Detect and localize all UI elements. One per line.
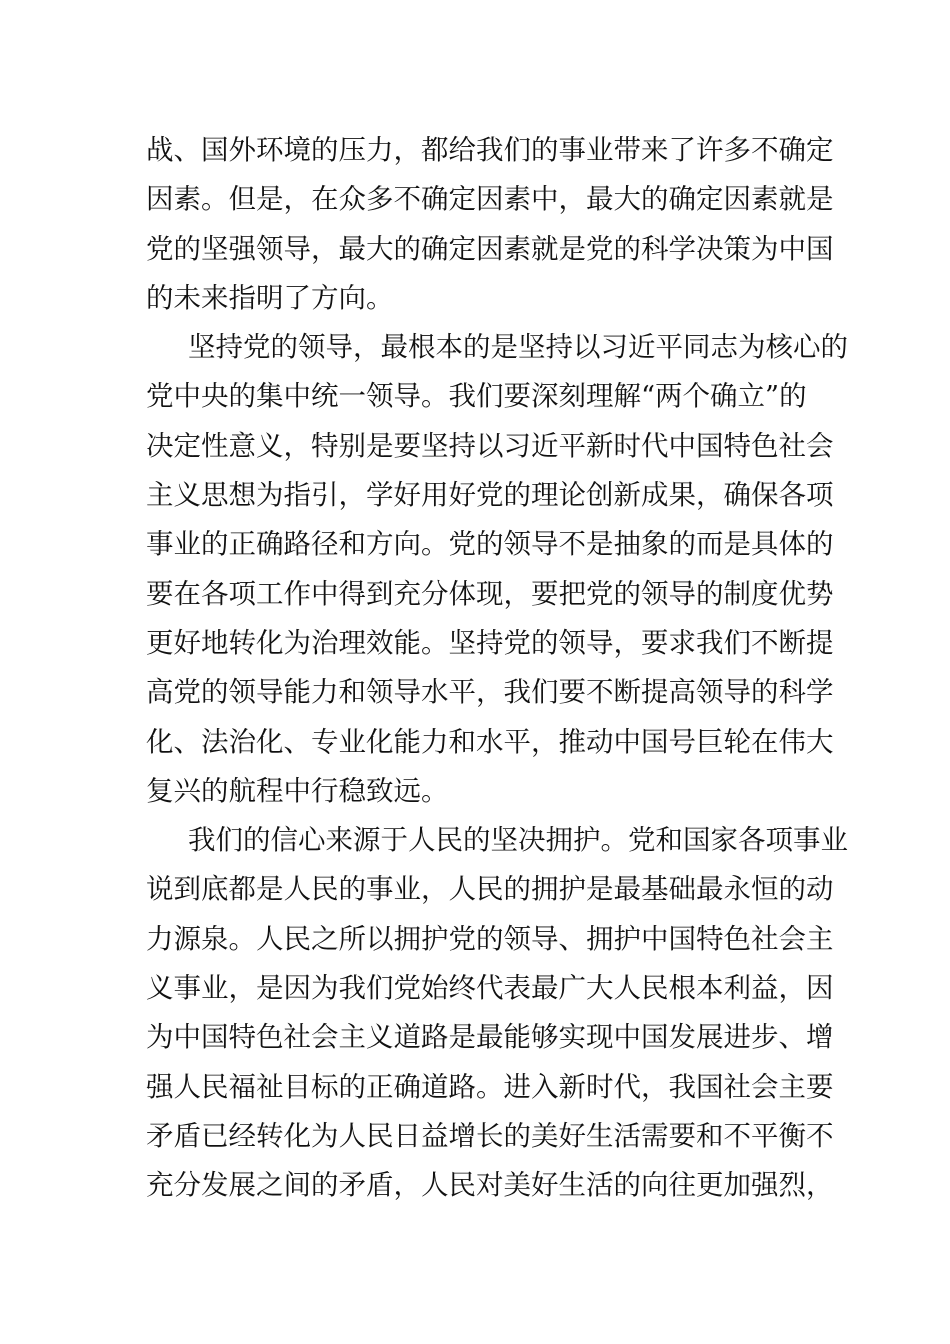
paragraph-3-line-3: 力源泉。人民之所以拥护党的领导、拥护中国特色社会主: [146, 922, 834, 955]
paragraph-1-line-2: 因素。但是，在众多不确定因素中，最大的确定因素就是: [146, 183, 834, 216]
paragraph-2-line-6: 要在各项工作中得到充分体现，要把党的领导的制度优势: [146, 577, 834, 610]
paragraph-2-line-5: 事业的正确路径和方向。党的领导不是抽象的而是具体的: [146, 528, 834, 561]
paragraph-3-line-8: 充分发展之间的矛盾，人民对美好生活的向往更加强烈，: [146, 1169, 834, 1202]
paragraph-3-line-7: 矛盾已经转化为人民日益增长的美好生活需要和不平衡不: [146, 1119, 834, 1152]
paragraph-2-line-10: 复兴的航程中行稳致远。: [146, 774, 449, 807]
paragraph-2-line-7: 更好地转化为治理效能。坚持党的领导，要求我们不断提: [146, 626, 834, 659]
paragraph-1-line-3: 党的坚强领导，最大的确定因素就是党的科学决策为中国: [146, 232, 834, 265]
paragraph-1-line-4: 的未来指明了方向。: [146, 281, 394, 314]
paragraph-2-line-2: 党中央的集中统一领导。我们要深刻理解“两个确立”的: [146, 380, 807, 413]
paragraph-3-line-1: 我们的信心来源于人民的坚决拥护。党和国家各项事业: [188, 824, 848, 857]
paragraph-1-line-1: 战、国外环境的压力，都给我们的事业带来了许多不确定: [146, 134, 834, 166]
paragraph-2-line-8: 高党的领导能力和领导水平，我们要不断提高领导的科学: [146, 676, 834, 709]
body-text: [146, 126, 848, 1211]
paragraph-3-line-4: 义事业，是因为我们党始终代表最广大人民根本利益，因: [146, 972, 834, 1005]
paragraph-3-line-5: 为中国特色社会主义道路是最能够实现中国发展进步、增: [146, 1021, 834, 1054]
paragraph-3-line-2: 说到底都是人民的事业，人民的拥护是最基础最永恒的动: [146, 873, 834, 906]
paragraph-2-line-9: 化、法治化、专业化能力和水平，推动中国号巨轮在伟大: [146, 725, 834, 758]
paragraph-2-line-3: 决定性意义，特别是要坚持以习近平新时代中国特色社会: [146, 429, 834, 462]
paragraph-3-line-6: 强人民福祉目标的正确道路。进入新时代，我国社会主要: [146, 1070, 834, 1103]
paragraph-2-line-1: 坚持党的领导，最根本的是坚持以习近平同志为核心的: [188, 331, 848, 364]
paragraph-2-line-4: 主义思想为指引，学好用好党的理论创新成果，确保各项: [146, 479, 834, 512]
